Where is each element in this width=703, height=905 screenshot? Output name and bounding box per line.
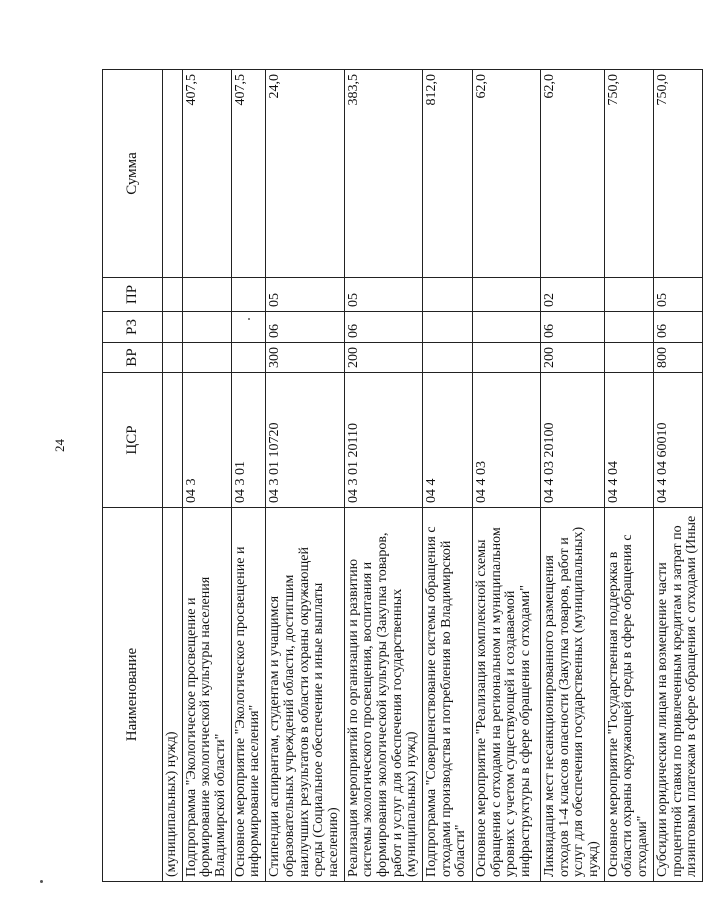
row-sum: 407,5 — [182, 70, 231, 278]
row-name: (муниципальных) нужд) — [163, 508, 183, 882]
row-pr: 05 — [266, 278, 344, 312]
row-sum: 812,0 — [423, 70, 473, 278]
table-row — [344, 70, 422, 882]
page-number: 24 — [52, 439, 67, 452]
header-sum: Сумма — [103, 70, 163, 278]
row-csr: 04 3 01 20110 — [344, 373, 422, 508]
row-sum: 62,0 — [541, 70, 605, 278]
scan-speck — [248, 318, 250, 320]
table-row — [541, 70, 605, 882]
scan-speck — [40, 880, 43, 883]
row-csr: 04 4 03 20100 — [541, 373, 605, 508]
row-name: Реализация мероприятий по организации и развитию системы экологического просвещения, воспитания и формирования экологической культуры (Закупка товаров, работ и услуг для обеспечения государственных (муниципальных) нужд) — [344, 508, 422, 882]
row-name: Субсидии юридическим лицам на возмещение части процентной ставки по привлеченным кредитам и затрат по лизинговым платежам в сфере обращения с отходами (Иные — [653, 508, 702, 882]
table-row — [231, 70, 265, 882]
row-pr: 05 — [653, 278, 702, 312]
row-pr — [231, 278, 265, 312]
row-pr — [182, 278, 231, 312]
header-pr: ПР — [103, 278, 163, 312]
table-header-row — [103, 70, 163, 882]
table-row — [473, 70, 541, 882]
row-name: Подпрограмма "Совершенствование системы обращения с отходами производства и потребления во Владимирской области" — [423, 508, 473, 882]
table-row — [163, 70, 183, 882]
row-name: Стипендии аспирантам, студентам и учащимся образовательных учреждений области, достигшим наилучших результатов в области охраны окружающей среды (Социальное обеспечение и иные выплаты населению) — [266, 508, 344, 882]
row-csr: 04 4 04 60010 — [653, 373, 702, 508]
rotated-table-container — [102, 70, 700, 882]
row-csr: 04 3 — [182, 373, 231, 508]
row-vr — [182, 343, 231, 373]
row-sum: 750,0 — [604, 70, 653, 278]
row-pr — [423, 278, 473, 312]
row-rz — [163, 312, 183, 343]
row-vr — [231, 343, 265, 373]
row-name: Основное мероприятие "Государственная поддержка в области охраны окружающей среды в сфере обращения с отходами" — [604, 508, 653, 882]
table-row — [182, 70, 231, 882]
row-pr — [163, 278, 183, 312]
row-name: Основное мероприятие "Экологическое просвещение и информирование населения" — [231, 508, 265, 882]
row-sum: 24,0 — [266, 70, 344, 278]
row-csr: 04 4 03 — [473, 373, 541, 508]
row-vr — [163, 343, 183, 373]
row-vr — [604, 343, 653, 373]
table-row — [653, 70, 702, 882]
row-vr — [423, 343, 473, 373]
row-pr: 05 — [344, 278, 422, 312]
row-sum: 750,0 — [653, 70, 702, 278]
row-rz: 06 — [266, 312, 344, 343]
header-name: Наименование — [103, 508, 163, 882]
row-vr: 200 — [344, 343, 422, 373]
row-sum: 407,5 — [231, 70, 265, 278]
row-name: Подпрограмма "Экологическое просвещение и формирование экологической культуры населения Владимирской области" — [182, 508, 231, 882]
row-pr — [604, 278, 653, 312]
row-rz — [423, 312, 473, 343]
row-rz — [231, 312, 265, 343]
row-vr: 800 — [653, 343, 702, 373]
row-name: Ликвидация мест несанкционированного размещения отходов 1-4 классов опасности (Закупка товаров, работ и услуг для обеспечения государственных (муниципальных) нужд) — [541, 508, 605, 882]
row-csr: 04 3 01 — [231, 373, 265, 508]
header-rz: РЗ — [103, 312, 163, 343]
row-pr: 02 — [541, 278, 605, 312]
row-rz — [473, 312, 541, 343]
row-vr — [473, 343, 541, 373]
row-vr: 200 — [541, 343, 605, 373]
header-csr: ЦСР — [103, 373, 163, 508]
row-pr — [473, 278, 541, 312]
row-csr: 04 4 — [423, 373, 473, 508]
row-sum: 62,0 — [473, 70, 541, 278]
row-rz: 06 — [541, 312, 605, 343]
row-rz: 06 — [653, 312, 702, 343]
row-csr: 04 4 04 — [604, 373, 653, 508]
row-rz — [182, 312, 231, 343]
row-sum — [163, 70, 183, 278]
row-rz — [604, 312, 653, 343]
budget-table — [102, 69, 703, 882]
row-rz: 06 — [344, 312, 422, 343]
row-csr — [163, 373, 183, 508]
row-sum: 383,5 — [344, 70, 422, 278]
row-name: Основное мероприятие "Реализация комплексной схемы обращения с отходами на региональном и муниципальном уровнях с учетом существующей и создаваемой инфраструктуры в сфере обращения с отходами" — [473, 508, 541, 882]
row-csr: 04 3 01 10720 — [266, 373, 344, 508]
table-row — [604, 70, 653, 882]
row-vr: 300 — [266, 343, 344, 373]
table-row — [423, 70, 473, 882]
table-row — [266, 70, 344, 882]
header-vr: ВР — [103, 343, 163, 373]
